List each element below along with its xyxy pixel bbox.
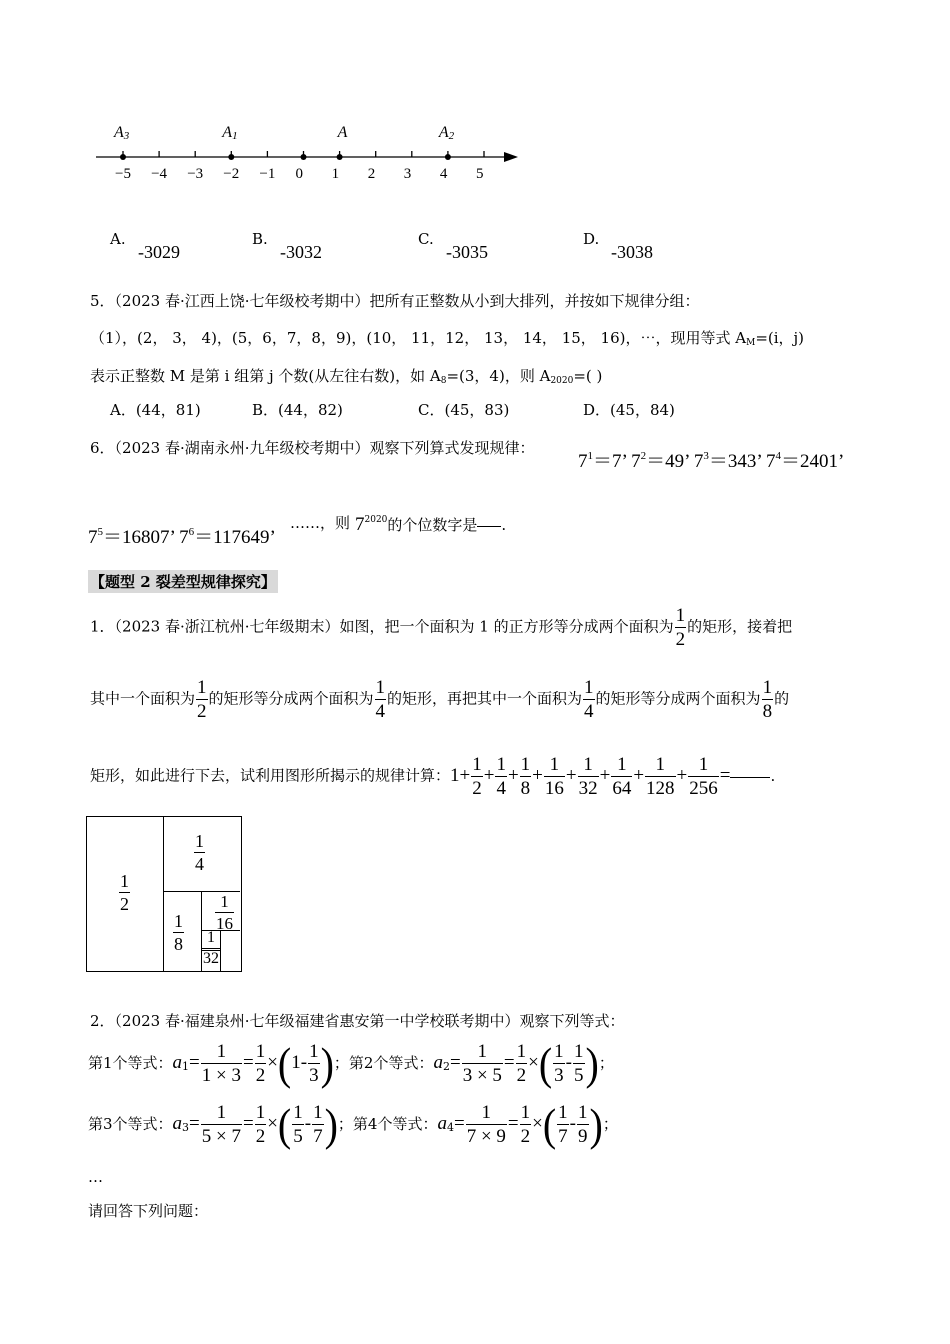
q4-option-value: -3038: [611, 242, 653, 262]
sum-term: $\frac{1}{64}$: [612, 754, 632, 799]
tick-label: −2: [223, 166, 240, 182]
q4-option[interactable]: B. -3032: [252, 230, 322, 262]
point-label: A: [337, 124, 348, 141]
q4-option-value: -3032: [280, 242, 322, 262]
sum-term: $\frac{1}{256}$: [689, 754, 718, 799]
point-dot: [337, 154, 343, 160]
diagram-label-8: [172, 912, 185, 953]
eq-half: $\frac{1}{2}$: [520, 1102, 531, 1147]
tick-label: 4: [439, 166, 448, 182]
tick-label: 5: [476, 166, 484, 182]
q4-option-value: -3035: [446, 242, 488, 262]
diagram-fraction: $\frac{1}{16}$: [216, 892, 233, 933]
eq-lhs-fraction: $\frac{1}{7 \times 9}$: [466, 1102, 506, 1147]
q4-option[interactable]: D. -3038: [583, 230, 653, 262]
q5-option[interactable]: D．(45，84): [583, 401, 675, 419]
tick-label: −5: [115, 166, 131, 182]
eq-half: $\frac{1}{2}$: [255, 1041, 266, 1086]
diagram-label-16: [214, 893, 235, 932]
eq-lhs-fraction: $\frac{1}{1 \times 3}$: [201, 1041, 241, 1086]
q5-option[interactable]: B．(44，82): [252, 401, 343, 419]
q5-line2: （1），(2， 3， 4)，(5，6，7，8，9)，(10， 11，12， 13， 14， 15， 16)，⋯，现用等式 $A_M=(i$，j): [90, 329, 805, 348]
eq-term: $\frac{1}{9}$: [578, 1102, 588, 1147]
diagram-label-4: [193, 832, 206, 873]
diagram-fraction: $\frac{1}{4}$: [195, 831, 204, 874]
q6-power: $7^{2020}$的个位数字是 .: [355, 514, 507, 535]
eq-term: $\frac{1}{7}$: [558, 1102, 568, 1147]
q4-option[interactable]: C. -3035: [418, 230, 488, 262]
sum-term: $\frac{1}{128}$: [646, 754, 675, 799]
tick-label: −1: [259, 166, 276, 182]
eq-lhs-fraction: $\frac{1}{3 \times 5}$: [462, 1041, 502, 1086]
q4-option-value: -3029: [138, 242, 180, 262]
q4-option[interactable]: A. -3029: [110, 230, 180, 262]
eq-term: $\frac{1}{5}$: [574, 1041, 584, 1086]
sum-term: $\frac{1}{4}$: [496, 754, 506, 799]
tick-label: 3: [403, 166, 412, 182]
tick-label: 0: [295, 166, 303, 182]
point-dot: [120, 154, 126, 160]
eq-half: $\frac{1}{2}$: [516, 1041, 527, 1086]
tick-label: 1: [331, 166, 340, 182]
eq-term: $\frac{1}{3}$: [309, 1041, 319, 1086]
sum-term: $\frac{1}{32}$: [578, 754, 598, 799]
equation-3: 第3个等式：$a_3=$ $\frac{1}{5 \times 7}$ = $\frac{1}{2}$ ×( $\frac{1}{5}$ - $\frac{1}{7}$ )；: [88, 1098, 353, 1150]
point-label: $A_2$: [438, 124, 455, 142]
sum-term: $\frac{1}{2}$: [472, 754, 482, 799]
diagram-label-2: [118, 872, 131, 913]
p2-intro: 2．（2023 春·福建泉州·七年级福建省惠安第一中学校联考期中）观察下列等式：: [90, 1012, 625, 1030]
p2-ellipsis: …: [88, 1168, 103, 1186]
tick-label: −4: [151, 166, 168, 182]
q5-option[interactable]: A．(44，81): [110, 401, 201, 419]
diagram-fraction: $\frac{1}{32}$: [203, 929, 219, 967]
eq-term: $\frac{1}{7}$: [313, 1102, 323, 1147]
eq-term: $\frac{1}{3}$: [554, 1041, 564, 1086]
eq-half: $\frac{1}{2}$: [255, 1102, 266, 1147]
q6-equations-1: $7^1=7$’ $7^2=49$’ $7^3=343$’ $7^4=2401$’: [578, 450, 845, 472]
point-dot: [445, 154, 451, 160]
fraction-half: $\frac{1}{2}$: [675, 605, 686, 650]
equation-4: 第4个等式：$a_4=$ $\frac{1}{7 \times 9}$ = $\frac{1}{2}$ ×( $\frac{1}{7}$ - $\frac{1}{9}$ )；: [352, 1098, 618, 1150]
p1-line1: 1．（2023 春·浙江杭州·七年级期末）如图，把一个面积为 1 的正方形等分成两个面积为 $\frac{1}{2}$ 的矩形，接着把: [90, 605, 793, 650]
sum-term: $\frac{1}{8}$: [520, 754, 531, 799]
q5-option[interactable]: C．(45，83): [418, 401, 510, 419]
p2-row-1: [88, 1037, 614, 1089]
p2-row-2: [88, 1098, 618, 1150]
diagram-fraction: $\frac{1}{2}$: [120, 871, 129, 914]
sum-answer-blank[interactable]: [730, 776, 770, 778]
q5-line1: 5．（2023 春·江西上饶·七年级校考期中）把所有正整数从小到大排列，并按如下规律分组：: [90, 292, 700, 310]
point-dot: [228, 154, 234, 160]
tick-label: 2: [367, 166, 376, 182]
q6-continuation: ……，则: [290, 514, 351, 532]
eq-term: $\frac{1}{5}$: [293, 1102, 303, 1147]
sum-term: $\frac{1}{16}$: [544, 754, 564, 799]
q6-question: 6．（2023 春·湖南永州·九年级校考期中）观察下列算式发现规律：: [90, 439, 535, 457]
p2-ask: 请回答下列问题：: [88, 1202, 209, 1220]
equation-2: 第2个等式：$a_2=$ $\frac{1}{3 \times 5}$ = $\frac{1}{2}$ ×( $\frac{1}{3}$ - $\frac{1}{5}$ )；: [348, 1037, 614, 1089]
section-header: 【题型 2 裂差型规律探究】: [88, 570, 278, 593]
tick-label: −3: [187, 166, 204, 182]
sum-expression: 1+ $\frac{1}{2}$ + $\frac{1}{4}$ + $\frac{1}{8}$ + $\frac{1}{16}$ + $\frac{1}{32}$ + $\frac{1}{64}$ + $\frac{1}{128}$ + $\frac{1}{256}$ = .: [450, 754, 776, 799]
point-label: $A_1$: [222, 124, 238, 142]
q6-equations-2: $7^5=16807$’ $7^6=117649$’: [88, 526, 276, 548]
point-dot: [301, 154, 307, 160]
eq-lhs-fraction: $\frac{1}{5 \times 7}$: [201, 1102, 241, 1147]
diagram-label-32: [201, 930, 221, 967]
q6-answer-blank[interactable]: [477, 525, 501, 527]
p1-line3: 矩形，如此进行下去，试利用图形所揭示的规律计算：1+ $\frac{1}{2}$ + $\frac{1}{4}$ + $\frac{1}{8}$ + $\frac{1}{16}$ + $\frac{1}{32}$ + $\frac{1}{64}$ + $\frac{1}{128}$ + $\frac{1}{256}$ = .: [90, 754, 776, 799]
q5-line3: 表示正整数 M 是第 i 组第 j 个数(从左往右数)，如 $A_8=(3$，4)，则 $A_{2020}=$( ): [90, 367, 603, 386]
equation-1: 第1个等式：$a_1=$ $\frac{1}{1 \times 3}$ = $\frac{1}{2}$ ×(1- $\frac{1}{3}$ )；: [88, 1037, 349, 1089]
point-label: $A_3$: [114, 124, 130, 142]
diagram-fraction: $\frac{1}{8}$: [174, 911, 183, 954]
p1-line2: 其中一个面积为 $\frac{1}{2}$ 的矩形等分成两个面积为 $\frac{1}{4}$ 的矩形，再把其中一个面积为 $\frac{1}{4}$ 的矩形等分成两个面积为 $\frac{1}{8}$ 的: [90, 677, 790, 722]
